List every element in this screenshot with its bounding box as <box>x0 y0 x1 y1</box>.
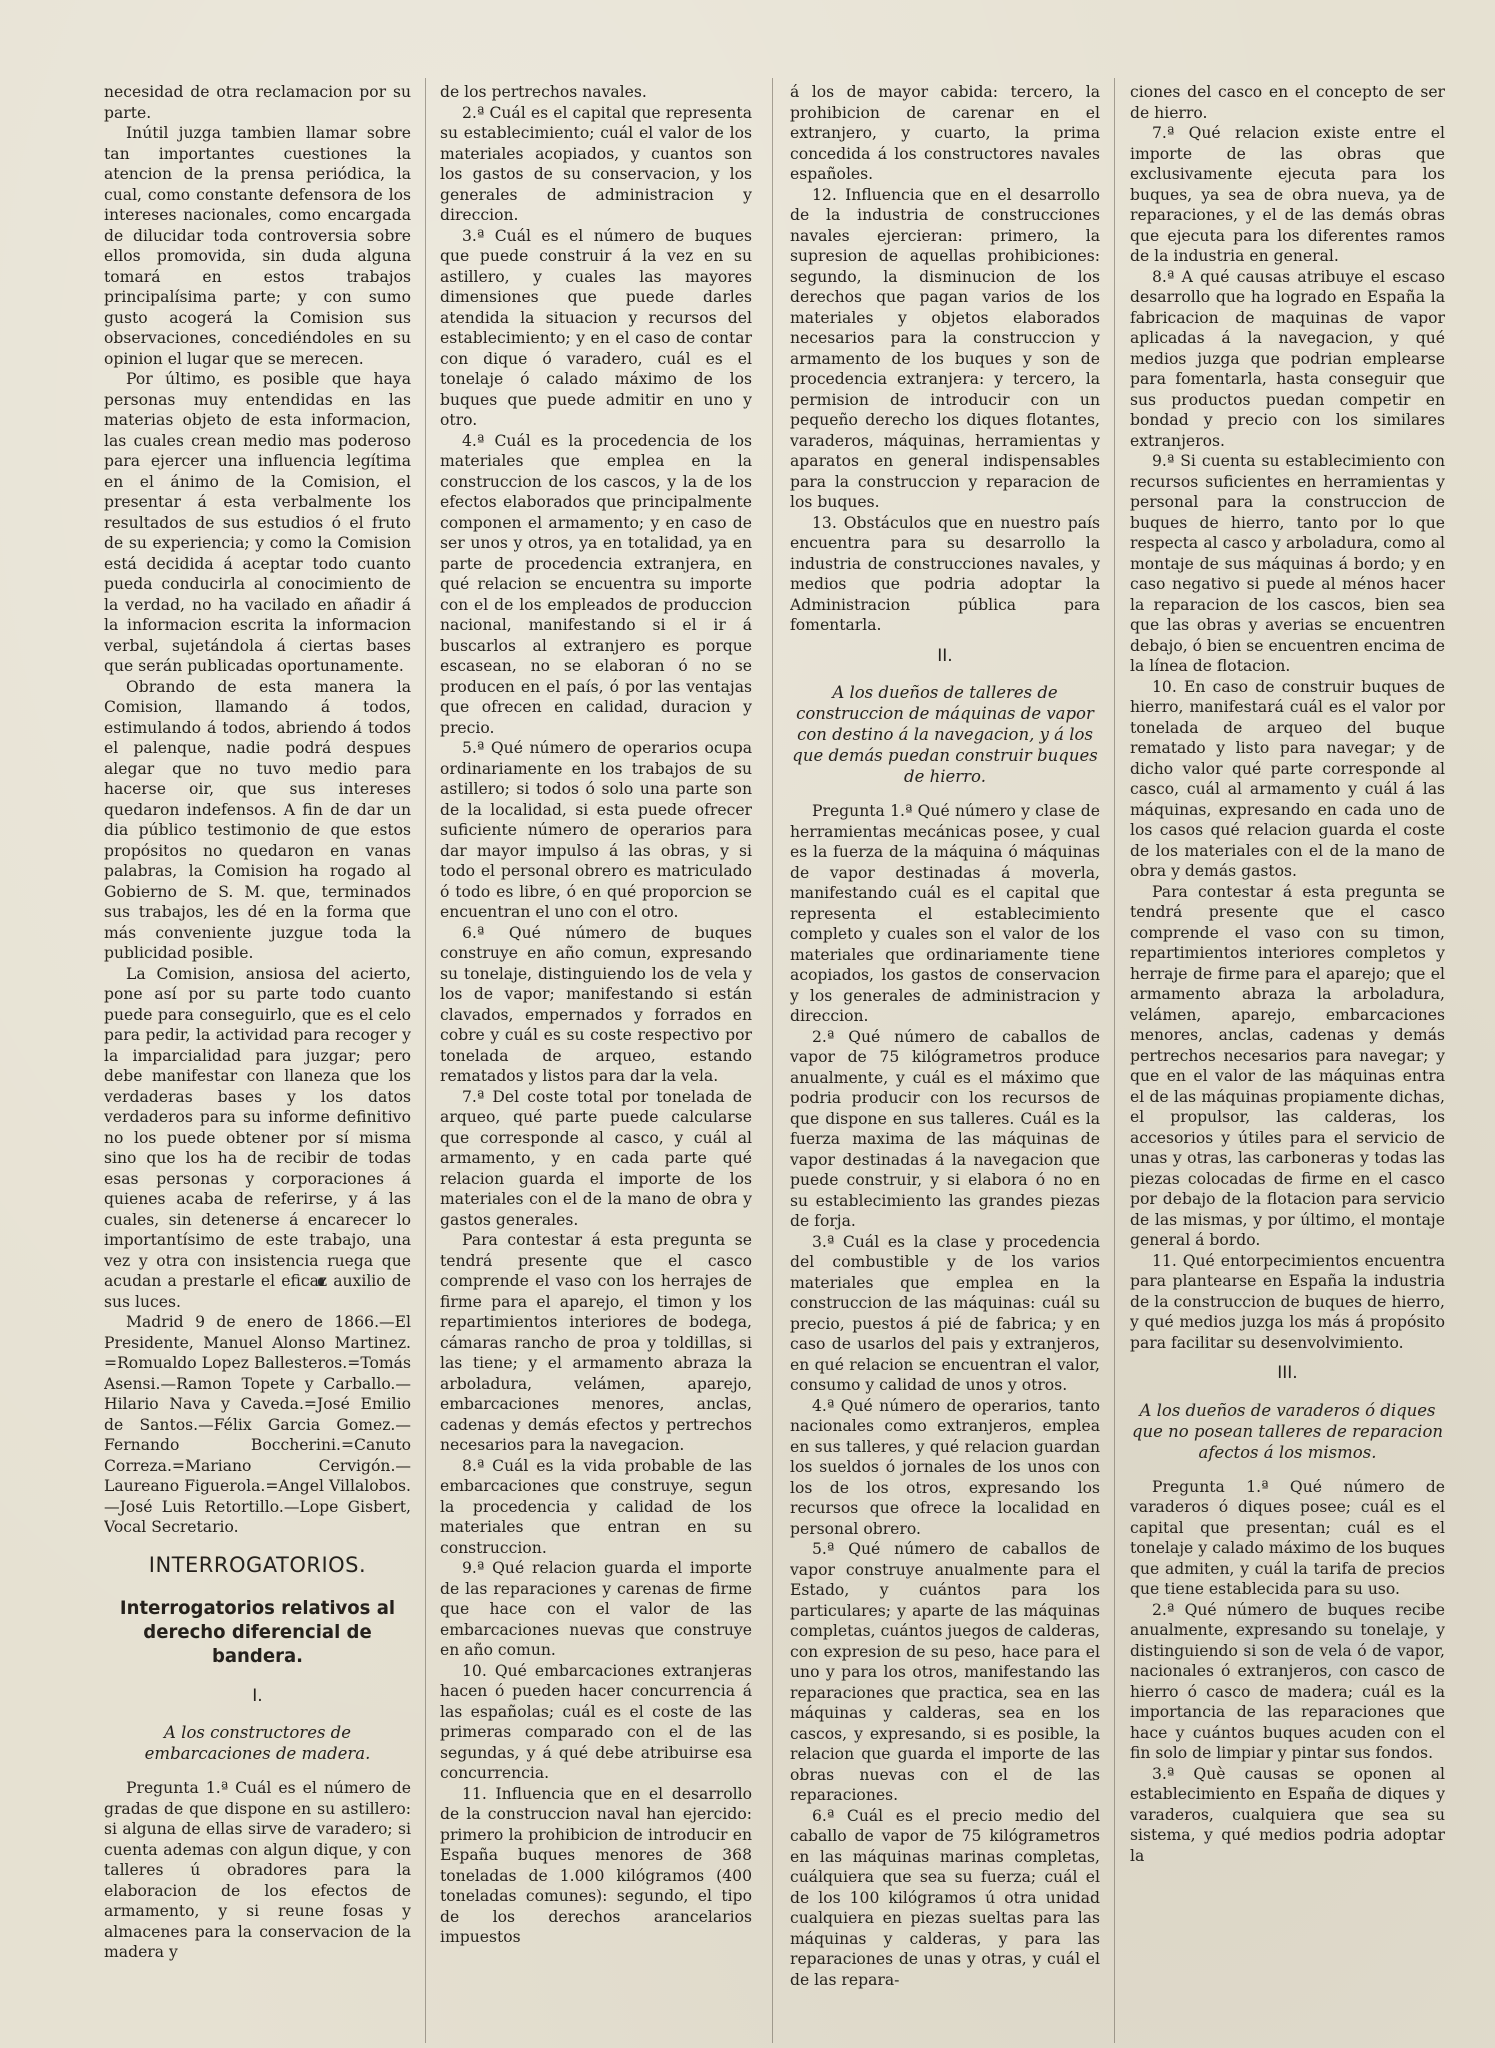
paragraph: de los pertrechos navales. <box>440 83 647 101</box>
section-number: II. <box>937 645 953 666</box>
question: 9.ª Si cuenta su establecimiento con recursos suficientes en herramientas y personal para la construccion de buques de hierro, tanto por lo que respecta al casco y arboladura, como al montaje de sus máquinas á bordo; y en caso negativo si puede al ménos hacer la reparacion de los cascos, bien sea que las obras y averias se encuentren debajo, ó bien se encuentren encima de la línea de flotacion. <box>1130 452 1445 675</box>
column-3 <box>790 82 1100 2042</box>
question: 13. Obstáculos que en nuestro país encuentra para su desarrollo la industria de construcciones navales, y medios que podria adoptar la Administracion pública para fomentarla. <box>790 513 1100 634</box>
question: 4.ª Cuál es la procedencia de los materiales que emplea en la construccion de los cascos, y la de los efectos elaborados que principalmente componen el armamento; y en caso de ser unos y otros, ya en totalidad, ya en parte de procedencia extranjera, en qué relacion se encuentra su importe con el de los empleados de produccion nacional, manifestando si el ir á buscarlos al extranjero es porque escasean, no se elaboran ó no se producen en el país, ó por las ventajas que ofrecen en calidad, duracion y precio. <box>440 431 752 737</box>
paragraph: Obrando de esta manera la Comision, llamando á todos, estimulando á todos, abriendo á todos el palenque, nadie podrá despues alegar que no tuvo medio para hacerse oir, que sus intereses quedaron indefensos. A fin de dar un dia público testimonio de que estos propósitos no quedaron en vanas palabras, la Comision ha rogado al Gobierno de S. M. que, terminados sus trabajos, les dé en la forma que más conveniente juzgue toda la publicidad posible. <box>104 677 411 962</box>
question: 6.ª Cuál es el precio medio del caballo de vapor de 75 kilógrametros en las máquinas marinas completas, cuálquiera que sea su fuerza; cuál el de los 100 kilógramos ú otra unidad cualquiera en piezas sueltas para las máquinas y calderas, y para las reparaciones de unas y otras, y cuál el de las repara- <box>790 1806 1100 1989</box>
paragraph: Para contestar á esta pregunta se tendrá presente que el casco comprende el vaso con su timon, repartimientos interiores completos y herraje de firme para el aparejo; que el armamento abraza la arboladura, velámen, aparejo, embarcaciones menores, anclas, cadenas y demás pertrechos necesarios para navegar; y que en el valor de las máquinas entra el de las máquinas propiamente dichas, el propulsor, las calderas, los accesorios y útiles para el servicio de unas y otras, las carboneras y todas las piezas colocadas de firme en el casco por debajo de la flotacion para servicio de las mismas, y por último, el montaje general á bordo. <box>1130 882 1445 1249</box>
section-title: A los constructores de embarcaciones de madera. <box>144 1723 371 1763</box>
question: 12. Influencia que en el desarrollo de la industria de construcciones navales ejercieran: primero, la supresion de aquellas prohibiciones: segundo, la disminucion de los derechos que pagan varios de los materiales y objetos elaborados necesarios para la construccion y armamento de los buques y son de procedencia extranjera: y tercero, la permision de introducir con un pequeño derecho los diques flotantes, varaderos, máquinas, herramientas y aparatos en general indispensables para la construccion y reparacion de los buques. <box>790 185 1100 511</box>
paragraph: Para contestar á esta pregunta se tendrá presente que el casco comprende el vaso con los herrajes de firme para el aparejo, el timon y los repartimientos interiores de bodega, cámaras rancho de proa y toldillas, si las tiene; y el armamento abraza la arboladura, velámen, aparejo, embarcaciones menores, anclas, cadenas y demás efectos y pertrechos necesarios para la navegacion. <box>440 1231 752 1454</box>
question: Pregunta 1.ª Qué número de varaderos ó diques posee; cuál es el capital que presentan; cuál es el tonelaje y calado máximo de los buques que admiten, y cuál la tarifa de precios que tiene establecida para su uso. <box>1130 1477 1445 1598</box>
question: Pregunta 1.ª Cuál es el número de gradas de que dispone en su astillero: si alguna de ellas sirve de varadero; si cuenta ademas con algun dique, y con talleres ú obradores para la elaboracion de los efectos de armamento, y si reune fosas y almacenes para la conservacion de la madera y <box>104 1779 411 1961</box>
column-2 <box>440 82 752 2042</box>
column-4 <box>1130 82 1445 2042</box>
signature-block: Madrid 9 de enero de 1866.—El Presidente, Manuel Alonso Martinez. =Romualdo Lopez Ballesteros.=Tomás Asensi.—Ramon Topete y Carballo.—Hilario Nava y Caveda.=José Emilio de Santos.—Félix Garcia Gomez.—Fernando Boccherini.=Canuto Correza.=Mariano Cervigón.—Laureano Figuerola.=Angel Villalobos.—José Luis Retortillo.—Lope Gisbert, Vocal Secretario. <box>104 1313 411 1536</box>
paragraph: La Comision, ansiosa del acierto, pone así por su parte todo cuanto puede para conseguirlo, que es el celo para pedir, la actividad para recoger y la imparcialidad para juzgar; pero debe manifestar con llaneza que los verdaderas bases y los datos verdaderos para su informe definitivo no los puede obtener por sí misma sino que los ha de recibir de todas esas personas y corporaciones á quienes acaba de referirse, y á las cuales, sin detenerse á encarecer lo importantísimo de este trabajo, una vez y otra con insistencia ruega que acudan a prestarle el eficaz auxilio de sus luces. <box>104 964 411 1311</box>
section-title: A los dueños de varaderos ó diques que no posean talleres de reparacion afectos á los mismos. <box>1131 1400 1444 1462</box>
section-title: A los dueños de talleres de construccion de máquinas de vapor con destino á la navegacion, y á los que demás puedan construir buques de hierro. <box>792 683 1098 786</box>
paragraph: á los de mayor cabida: tercero, la prohibicion de carenar en el extranjero, y cuarto, la prima concedida á los constructores navales españoles. <box>790 83 1100 183</box>
paragraph: necesidad de otra reclamacion por su parte. <box>104 83 411 122</box>
question: Pregunta 1.ª Qué número y clase de herramientas mecánicas posee, y cual es la fuerza de la máquina ó máquinas de vapor destinadas á moverla, manifestando cuál es el capital que representa el establecimiento completo y cuales son el valor de los materiales que ordinariamente tiene acopiados, los gastos de conservacion y los generales de administracion y direccion. <box>790 802 1100 1025</box>
paragraph: Inútil juzga tambien llamar sobre tan importantes cuestiones la atencion de la prensa periódica, la cual, como constante defensora de los intereses nacionales, como encargada de dilucidar toda controversia sobre ellos promovida, sin duda alguna tomará en estos trabajos principalísima parte; y con sumo gusto acogerá la Comision sus observaciones, concediéndoles en su opinion el lugar que se merecen. <box>104 124 411 368</box>
column-rule <box>1114 78 1115 2043</box>
paragraph: ciones del casco en el concepto de ser de hierro. <box>1130 83 1445 122</box>
question: 4.ª Qué número de operarios, tanto nacionales como extranjeros, emplea en sus talleres, y qué relacion guardan los sueldos ó jornales de los unos con los de los otros, expresando los recursos que ofrece la localidad en personal obrero. <box>790 1396 1100 1538</box>
question: 2.ª Qué número de buques recibe anualmente, expresando su tonelaje, y distinguiendo si son de vela ó de vapor, nacionales ó extranjeros, con casco de hierro ó casco de madera; cuál es la importancia de las reparaciones que hace y cuántos buques acuden con el fin solo de limpiar y pintar sus fondos. <box>1130 1600 1445 1762</box>
question: 11. Qué entorpecimientos encuentra para plantearse en España la industria de la construccion de buques de hierro, y qué medios juzga los más á propósito para facilitar su desenvolvimiento. <box>1130 1251 1445 1352</box>
question: 5.ª Qué número de operarios ocupa ordinariamente en los trabajos de su astillero; si todos ó solo una parte son de la localidad, si esta puede ofrecer suficiente número de operarios para dar mayor impulso á las obras, y si todo el personal obrero es matriculado ó todo es libre, ó en qué proporcion se encuentran el uno con el otro. <box>440 739 752 921</box>
heading-interrogatorios: INTERROGATORIOS. <box>148 1552 367 1577</box>
question: 11. Influencia que en el desarrollo de la construccion naval han ejercido: primero la prohibicion de introducir en España buques menores de 368 toneladas de 1.000 kilógramos (400 toneladas comunes): segundo, el tipo de los derechos arancelarios impuestos <box>440 1784 752 1946</box>
question: 2.ª Cuál es el capital que representa su establecimiento; cuál el valor de los materiales acopiados, y cuantos son los gastos de su conservacion, y los generales de administracion y direccion. <box>440 103 752 224</box>
column-rule <box>772 78 773 2043</box>
question: 3.ª Què causas se oponen al establecimiento en España de diques y varaderos, cualquiera que sea su sistema, y qué medios podria adoptar la <box>1130 1764 1445 1865</box>
question: 10. Qué embarcaciones extranjeras hacen ó pueden hacer concurrencia á las españolas; cuál es el coste de las primeras comparado con el de las segundas, y á qué debe atribuirse esa concurrencia. <box>440 1661 752 1782</box>
question: 8.ª A qué causas atribuye el escaso desarrollo que ha logrado en España la fabricacion de maquinas de vapor aplicadas á la navegacion, y qué medios juzga que podrian emplearse para fomentarla, hasta conseguir que sus productos puedan competir en bondad y precio con los similares extranjeros. <box>1130 267 1445 450</box>
question: 10. En caso de construir buques de hierro, manifestará cuál es el valor por tonelada de arqueo del buque rematado y listo para navegar; y de dicho valor qué parte corresponde al casco, cuál al armamento y cuál á las máquinas, expresando en cada uno de los casos qué relacion guarda el coste de los materiales con el de la mano de obra y demás gastos. <box>1130 677 1445 880</box>
heading-relativos: Interrogatorios relativos al derecho diferencial de bandera. <box>119 1596 396 1667</box>
question: 3.ª Cuál es la clase y procedencia del combustible y de los varios materiales que emplea en la construccion de las máquinas: cuál su precio, puestos á pié de fabrica; y en caso de usarlos del pais y extranjeros, en qué relacion se encuentran el valor, consumo y calidad de unos y otros. <box>790 1232 1100 1394</box>
column-1 <box>104 82 411 2042</box>
question: 5.ª Qué número de caballos de vapor construye anualmente para el Estado, y cuántos para los particulares; y aparte de las máquinas completas, cuántos juegos de calderas, con expresion de su peso, hace para el uno y para los otros, manifestando las reparaciones que practica, sea en las máquinas y calderas, sea en los cascos, y expresando, si es posible, la relacion que guarda el importe de las obras nuevas con el de las reparaciones. <box>790 1540 1100 1804</box>
question: 7.ª Del coste total por tonelada de arqueo, qué parte puede calcularse que corresponde al casco, y cuál al armamento, y en cada parte qué relacion guarda el importe de los materiales con el de la mano de obra y gastos generales. <box>440 1087 752 1229</box>
section-number: I. <box>252 1685 263 1706</box>
question: 2.ª Qué número de caballos de vapor de 75 kilógrametros produce anualmente, y cuál es el máximo que podria producir con los recursos de que dispone en sus talleres. Cuál es la fuerza maxima de las máquinas de vapor destinadas á la navegacion que puede construir, y si elabora ó no en su establecimiento las grandes piezas de forja. <box>790 1027 1100 1230</box>
question: 3.ª Cuál es el número de buques que puede construir á la vez en su astillero, y cuales las mayores dimensiones que puede darles atendida la situacion y recursos del establecimiento; y en el caso de contar con dique ó varadero, cuál es el tonelaje ó calado máximo de los buques que puede admitir en uno y otro. <box>440 226 752 429</box>
question: 8.ª Cuál es la vida probable de las embarcaciones que construye, segun la procedencia y calidad de los materiales que entran en su construccion. <box>440 1456 752 1557</box>
paragraph: Por último, es posible que haya personas muy entendidas en las materias objeto de esta informacion, las cuales crean medio mas poderoso para ejercer una influencia legítima en el ánimo de la Comision, el presentar á esta verbalmente los resultados de sus estudios ó el fruto de su experiencia; y como la Comision está decidida á aceptar todo cuanto pueda conducirla al conocimiento de la verdad, no ha vacilado en añadir á la informacion escrita la informacion verbal, sujetándola á ciertas bases que serán publicadas oportunamente. <box>104 370 411 675</box>
question: 7.ª Qué relacion existe entre el importe de las obras que exclusivamente ejecuta para los buques, ya sea de obra nueva, ya de reparaciones, y el de las demás obras que ejecuta para los diferentes ramos de la industria en general. <box>1130 124 1445 265</box>
question: 9.ª Qué relacion guarda el importe de las reparaciones y carenas de firme que hace con el valor de las embarcaciones nuevas que construye en año comun. <box>440 1559 752 1659</box>
section-number: III. <box>1277 1363 1298 1383</box>
question: 6.ª Qué número de buques construye en año comun, expresando su tonelaje, distinguiendo los de vela y los de vapor; manifestando si están clavados, empernados y forrados en cobre y cuál es su coste respectivo por tonelada de arqueo, estando rematados y listos para dar la vela. <box>440 923 752 1085</box>
column-rule <box>425 78 426 2043</box>
